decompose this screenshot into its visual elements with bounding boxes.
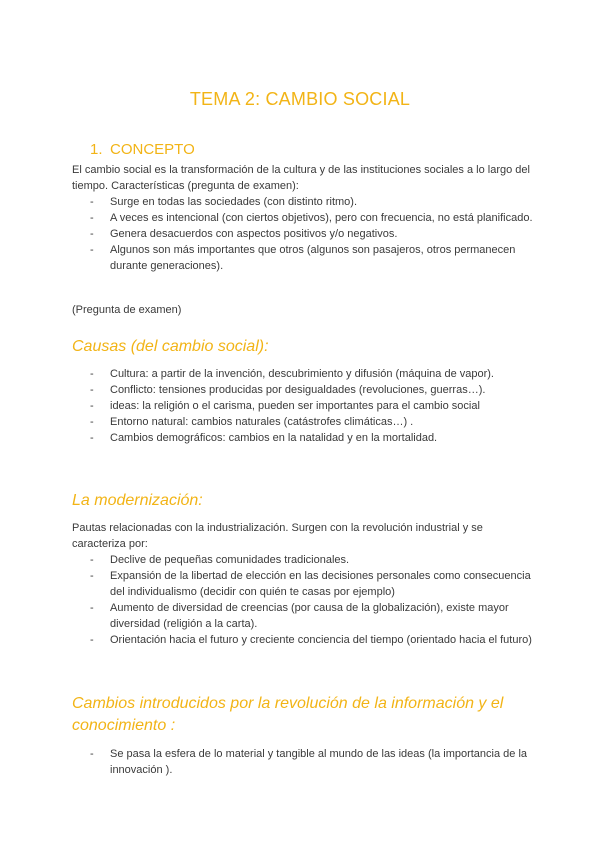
list-item [72, 632, 534, 648]
causas-list [72, 366, 534, 446]
list-item-text: Conflicto: tensiones producidas por desigualdades (revoluciones, guerras…). [110, 384, 486, 396]
list-item [72, 226, 534, 242]
list-item [72, 382, 534, 398]
dash-marker: - [90, 400, 94, 412]
list-item-text: Algunos son más importantes que otros (algunos son pasajeros, otros permanecen durante generaciones). [110, 244, 516, 272]
section-concepto-heading [90, 141, 195, 158]
list-item-text: Aumento de diversidad de creencias (por causa de la globalización), existe mayor diversidad (religión a la carta). [110, 602, 509, 630]
causas-heading: Causas (del cambio social): [72, 338, 269, 355]
list-item-text: Surge en todas las sociedades (con distinto ritmo). [110, 196, 358, 208]
list-item-text: Cultura: a partir de la invención, descubrimiento y difusión (máquina de vapor). [110, 368, 494, 380]
list-item [72, 366, 534, 382]
exam-note: (Pregunta de examen) [72, 304, 182, 316]
dash-marker: - [90, 570, 94, 582]
document-title: TEMA 2: CAMBIO SOCIAL [189, 89, 411, 109]
cambios-heading: Cambios introducidos por la revolución de la información y el conocimiento : [72, 695, 504, 734]
dash-marker: - [90, 384, 94, 396]
dash-marker: - [90, 602, 94, 614]
dash-marker: - [90, 244, 94, 256]
list-item-text: Genera desacuerdos con aspectos positivos y/o negativos. [110, 228, 398, 240]
section-number: 1. [90, 141, 103, 158]
modernizacion-heading: La modernización: [72, 492, 203, 509]
section-title: CONCEPTO [110, 141, 195, 158]
list-item [72, 242, 534, 274]
dash-marker: - [90, 748, 94, 760]
dash-marker: - [90, 634, 94, 646]
list-item-text: Declive de pequeñas comunidades tradicionales. [110, 554, 350, 566]
dash-marker: - [90, 416, 94, 428]
modernizacion-intro: Pautas relacionadas con la industrialización. Surgen con la revolución industrial y se caracteriza por: [72, 522, 483, 550]
dash-marker: - [90, 368, 94, 380]
dash-marker: - [90, 554, 94, 566]
modernizacion-list [72, 552, 534, 648]
dash-marker: - [90, 432, 94, 444]
list-item [72, 746, 534, 778]
list-item-text: A veces es intencional (con ciertos objetivos), pero con frecuencia, no está planificado. [110, 212, 533, 224]
list-item [72, 430, 534, 446]
list-item-text: Expansión de la libertad de elección en las decisiones personales como consecuencia del individualismo (decidir con quién te casas por ejemplo) [110, 570, 531, 598]
list-item [72, 414, 534, 430]
list-item-text: Se pasa la esfera de lo material y tangible al mundo de las ideas (la importancia de la innovación ). [110, 748, 528, 776]
list-item-text: ideas: la religión o el carisma, pueden ser importantes para el cambio social [110, 400, 480, 412]
concepto-intro: El cambio social es la transformación de la cultura y de las instituciones sociales a lo largo del tiempo. Características (pregunta de examen): [72, 164, 530, 192]
list-item [72, 552, 534, 568]
dash-marker: - [90, 212, 94, 224]
list-item [72, 568, 534, 600]
list-item-text: Cambios demográficos: cambios en la natalidad y en la mortalidad. [110, 432, 438, 444]
list-item [72, 194, 534, 210]
list-item [72, 398, 534, 414]
cambios-list [72, 746, 534, 778]
list-item-text: Orientación hacia el futuro y creciente conciencia del tiempo (orientado hacia el futuro) [110, 634, 532, 646]
list-item [72, 210, 534, 226]
dash-marker: - [90, 196, 94, 208]
list-item [72, 600, 534, 632]
dash-marker: - [90, 228, 94, 240]
list-item-text: Entorno natural: cambios naturales (catástrofes climáticas…) . [110, 416, 414, 428]
concepto-list [72, 194, 534, 274]
